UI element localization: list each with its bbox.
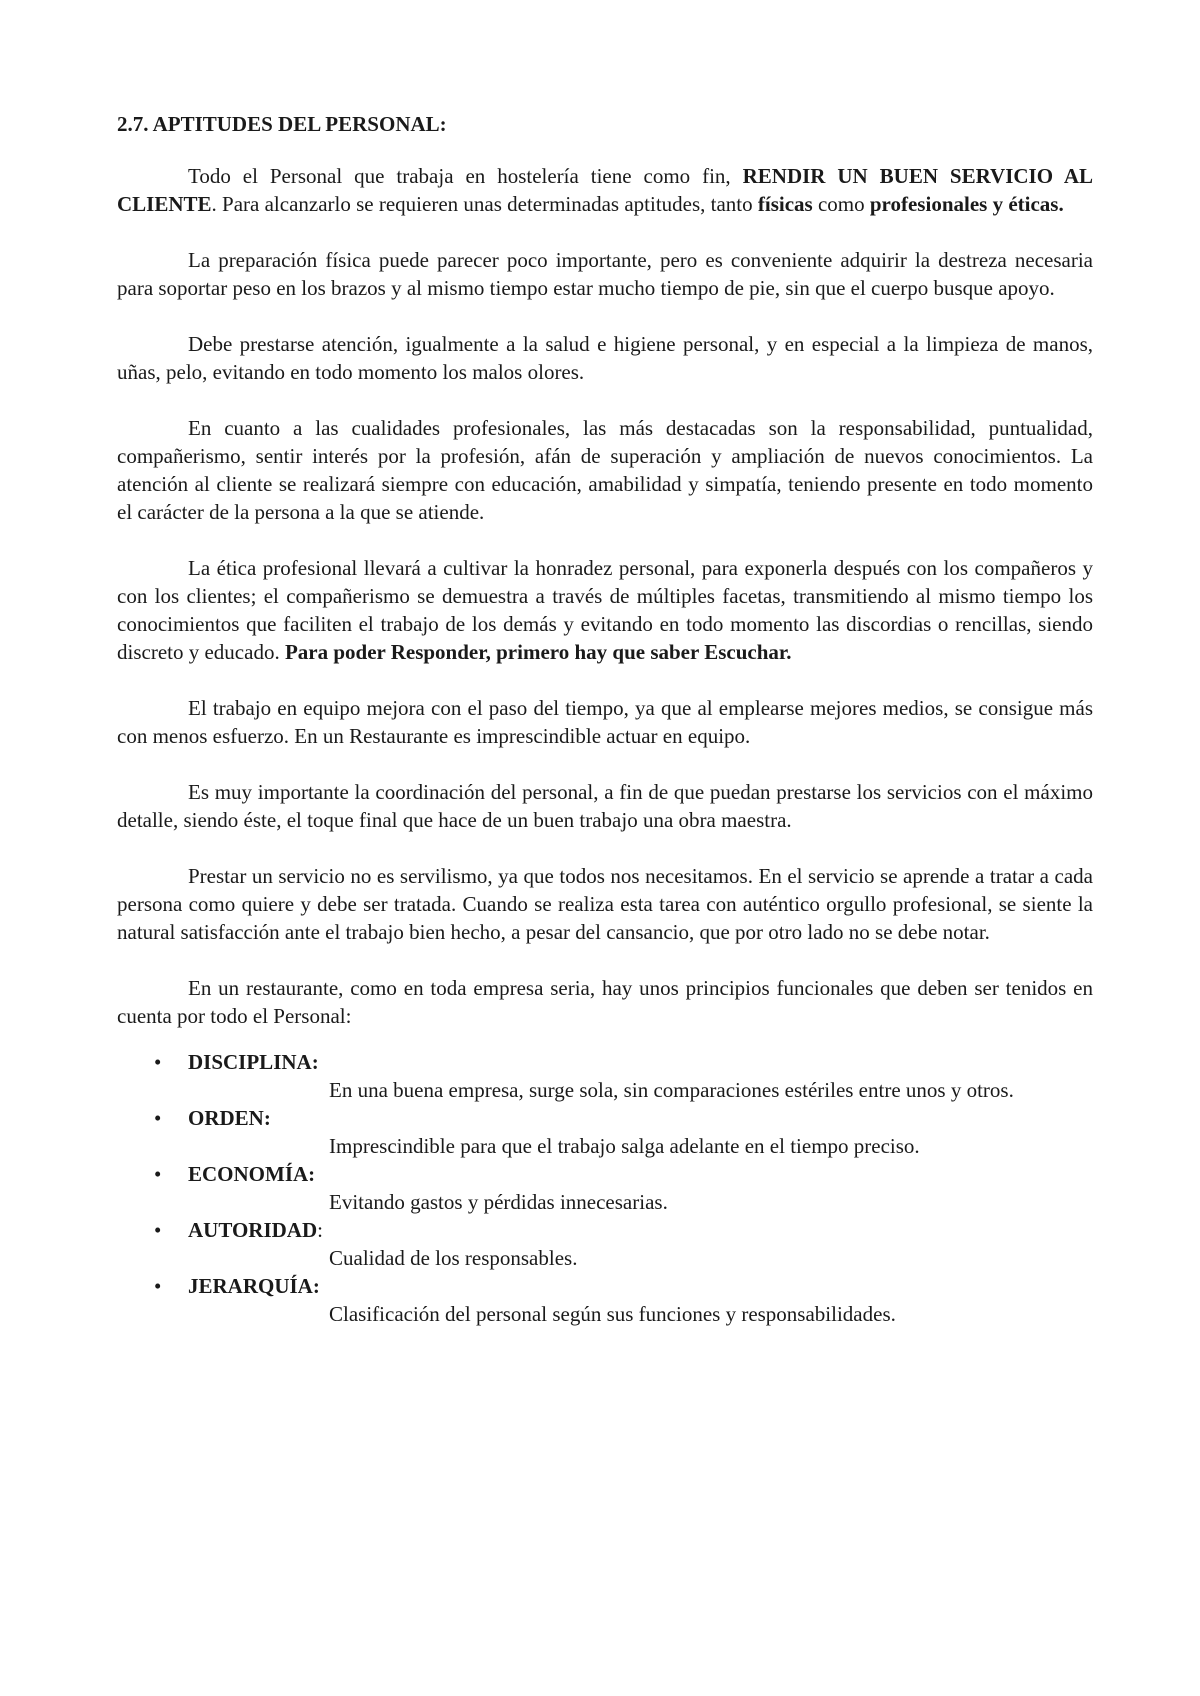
principle-title: ORDEN: — [188, 1106, 271, 1130]
list-item — [117, 1048, 1093, 1104]
list-item — [117, 1216, 1093, 1272]
text-run: . Para alcanzarlo se requieren unas determinadas aptitudes, tanto — [211, 192, 758, 216]
paragraph-coordination: Es muy importante la coordinación del personal, a fin de que puedan prestarse los servicios con el máximo detalle, siendo éste, el toque final que hace de un buen trabajo una obra maestra. — [117, 780, 1093, 832]
principle-description: En una buena empresa, surge sola, sin comparaciones estériles entre unos y otros. — [329, 1078, 1014, 1102]
paragraph-principles-intro: En un restaurante, como en toda empresa seria, hay unos principios funcionales que deben ser tenidos en cuenta por todo el Personal: — [117, 976, 1093, 1028]
paragraph-physical-preparation: La preparación física puede parecer poco importante, pero es conveniente adquirir la destreza necesaria para soportar peso en los brazos y al mismo tiempo estar mucho tiempo de pie, sin que el cuerpo busque apoyo. — [117, 248, 1093, 300]
paragraph-service: Prestar un servicio no es servilismo, ya que todos nos necesitamos. En el servicio se aprende a tratar a cada persona como quiere y debe ser tratada. Cuando se realiza esta tarea con auténtico orgullo profesional, se siente la natural satisfacción ante el trabajo bien hecho, a pesar del cansancio, que por otro lado no se debe notar. — [117, 864, 1093, 944]
text-run: Todo el Personal que trabaja en hostelería tiene como fin, — [188, 164, 743, 188]
principle-description: Evitando gastos y pérdidas innecesarias. — [329, 1190, 668, 1214]
principle-title: ECONOMÍA: — [188, 1162, 316, 1186]
principle-title-colon: : — [317, 1218, 323, 1242]
principle-description: Imprescindible para que el trabajo salga adelante en el tiempo preciso. — [329, 1134, 920, 1158]
principle-title: JERARQUÍA: — [188, 1274, 320, 1298]
list-item — [117, 1104, 1093, 1160]
bullet-icon: • — [154, 1106, 162, 1130]
text-run: La ética profesional llevará a cultivar la honradez personal, para exponerla después con los compañeros y con los clientes; el compañerismo se demuestra a través de múltiples facetas, transmitiendo al mismo tiempo los conocimientos que faciliten el trabajo de los demás y evitando en todo momento las discordias o rencillas, siendo discreto y educado. — [117, 556, 1093, 664]
bold-text: Para poder Responder, primero hay que saber Escuchar. — [284, 640, 792, 664]
bullet-icon: • — [154, 1218, 162, 1242]
principle-title: DISCIPLINA: — [188, 1050, 319, 1074]
principle-description: Cualidad de los responsables. — [329, 1246, 578, 1270]
paragraph-professional-qualities: En cuanto a las cualidades profesionales, las más destacadas son la responsabilidad, puntualidad, compañerismo, sentir interés por la profesión, afán de superación y ampliación de nuevos conocimientos. La atención al cliente se realizará siempre con educación, amabilidad y simpatía, teniendo presente en todo momento el carácter de la persona a la que se atiende. — [117, 416, 1093, 524]
bold-text: RENDIR UN BUEN SERVICIO AL CLIENTE — [117, 164, 1093, 216]
section-heading: 2.7. APTITUDES DEL PERSONAL: — [117, 112, 447, 136]
paragraph-teamwork: El trabajo en equipo mejora con el paso del tiempo, ya que al emplearse mejores medios, se consigue más con menos esfuerzo. En un Restaurante es imprescindible actuar en equipo. — [117, 696, 1093, 748]
bullet-icon: • — [154, 1274, 162, 1298]
principles-list — [117, 1048, 1093, 1328]
document-page — [117, 110, 1093, 1328]
bold-text: físicas — [757, 192, 813, 216]
principle-title-text: AUTORIDAD — [188, 1218, 318, 1242]
bold-text: profesionales y éticas. — [869, 192, 1064, 216]
paragraph-service-goal — [117, 162, 1093, 218]
principle-description: Clasificación del personal según sus funciones y responsabilidades. — [329, 1302, 896, 1326]
bullet-icon: • — [154, 1050, 162, 1074]
text-run: como — [812, 192, 870, 216]
list-item — [117, 1272, 1093, 1328]
paragraph-professional-ethics — [117, 554, 1093, 666]
principle-title — [117, 1216, 1093, 1244]
list-item — [117, 1160, 1093, 1216]
paragraph-hygiene: Debe prestarse atención, igualmente a la salud e higiene personal, y en especial a la limpieza de manos, uñas, pelo, evitando en todo momento los malos olores. — [117, 332, 1093, 384]
bullet-icon: • — [154, 1162, 162, 1186]
